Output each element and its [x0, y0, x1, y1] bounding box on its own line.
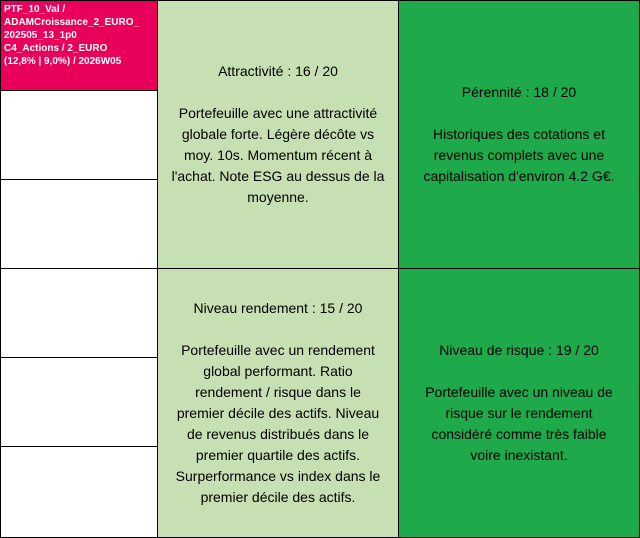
attractivite-text: Portefeuille avec une attractivité globale forte. Légère décôte vs moy. 10s. Momentum récent à l'achat. Note ESG au dessus de la moyenne.	[171, 105, 385, 205]
risque-text: Portefeuille avec un niveau de risque sur le rendement considéré comme très faible voire inexistant.	[425, 384, 613, 463]
attractivite-card	[157, 0, 399, 269]
empty-cell	[0, 179, 158, 269]
risque-title: Niveau de risque : 19 / 20	[439, 342, 599, 358]
portfolio-line: 202505_13_1p0	[4, 30, 77, 41]
rendement-text: Portefeuille avec un rendement global performant. Ratio rendement / risque dans le premier décile des actifs. Niveau de revenus distribués dans le premier quartile des actifs. Surperformance vs index dans le premier décile des actifs.	[175, 342, 381, 505]
risque-card	[398, 268, 640, 538]
rendement-card	[157, 268, 399, 538]
perennite-title: Pérennité : 18 / 20	[461, 84, 577, 100]
perennite-text: Historiques des cotations et revenus complets avec une capitalisation d'environ 4.2 G€.	[423, 126, 615, 184]
empty-cell	[0, 268, 158, 358]
empty-cell	[0, 357, 158, 447]
empty-cell	[0, 90, 158, 180]
portfolio-line: PTF_10_Val /	[4, 4, 66, 15]
portfolio-line: (12,8% | 9,0%) / 2026W05	[4, 56, 122, 67]
attractivite-title: Attractivité : 16 / 20	[218, 63, 338, 79]
rendement-title: Niveau rendement : 15 / 20	[193, 300, 363, 316]
portfolio-line: C4_Actions / 2_EURO	[4, 43, 108, 54]
perennite-card	[398, 0, 640, 269]
empty-cell	[0, 446, 158, 538]
portfolio-header-cell	[0, 0, 158, 91]
portfolio-line: ADAMCroissance_2_EURO_	[4, 17, 140, 28]
